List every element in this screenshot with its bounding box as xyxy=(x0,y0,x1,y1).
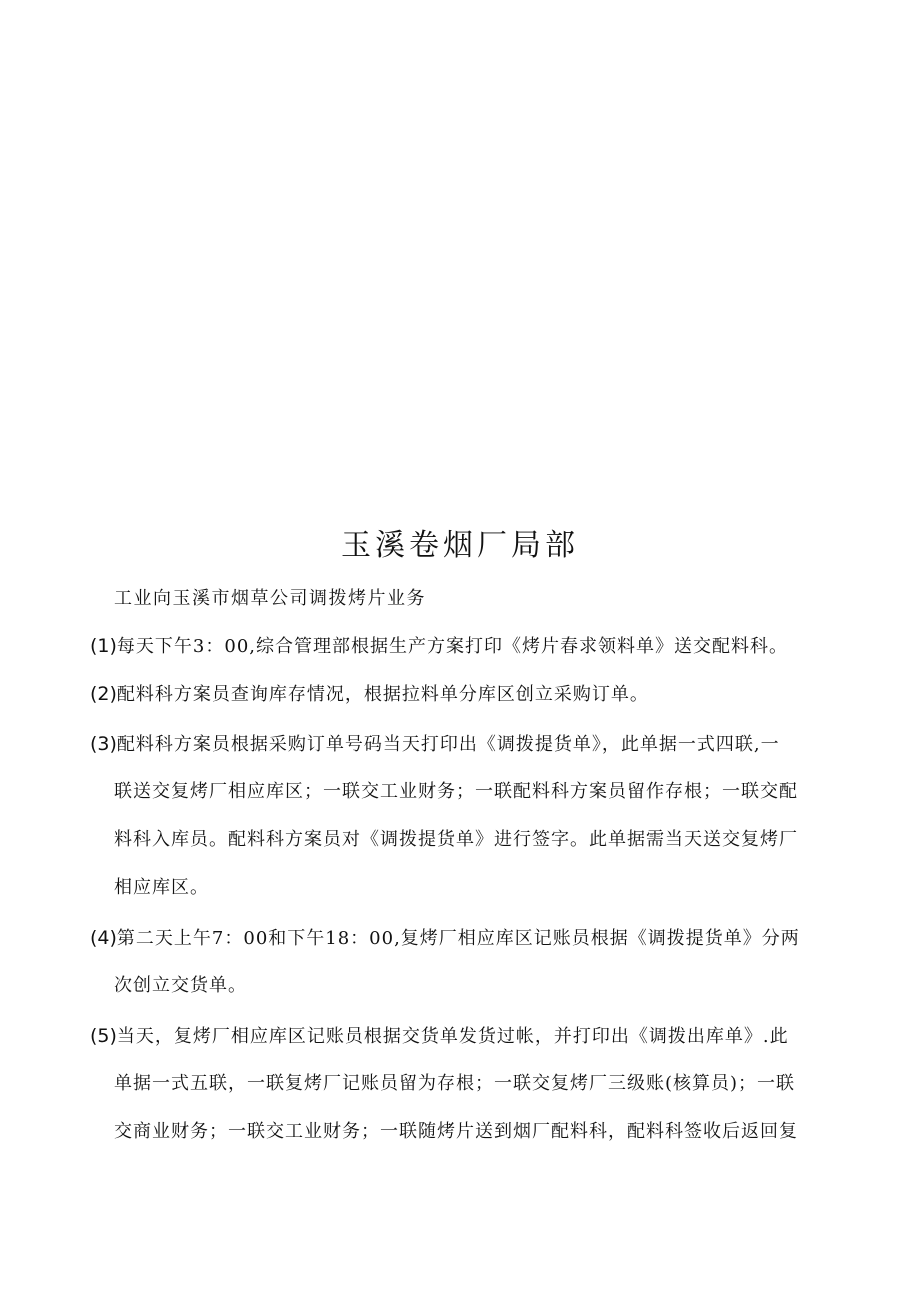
item-text: 第二天上午7：00和下午18：00,复烤厂相应库区记账员根据《调拨提货单》分两 xyxy=(116,928,800,949)
document-title: 玉溪卷烟厂局部 xyxy=(341,528,579,563)
list-item-2 xyxy=(90,682,850,730)
item-text: 配料科方案员根据采购订单号码当天打印出《调拨提货单》，此单据一式四联,一 xyxy=(116,734,780,755)
item-line: 交商业财务；一联交工业财务；一联随烤片送到烟厂配料科，配料科签收后返回复 xyxy=(114,1121,798,1142)
item-text: 每天下午3：00,综合管理部根据生产方案打印《烤片春求领料单》送交配料科。 xyxy=(116,636,788,657)
item-line: 单据一式五联，一联复烤厂记账员留为存根；一联交复烤厂三级账(核算员)；一联 xyxy=(114,1073,796,1094)
item-line xyxy=(90,1024,850,1072)
item-number: (5) xyxy=(90,1025,117,1047)
item-line: 料科入库员。配料科方案员对《调拨提货单》进行签字。此单据需当天送交复烤厂 xyxy=(114,829,798,850)
list-item-5 xyxy=(90,1024,850,1168)
list-item-4 xyxy=(90,926,850,1022)
document-subtitle: 工业向玉溪市烟草公司调拨烤片业务 xyxy=(114,588,426,609)
list-item-3 xyxy=(90,732,850,924)
item-line: 相应库区。 xyxy=(114,877,209,898)
item-number: (4) xyxy=(90,927,117,949)
item-line xyxy=(90,926,850,974)
list-item-1 xyxy=(90,634,850,682)
item-line xyxy=(90,634,850,682)
item-number: (3) xyxy=(90,733,117,755)
item-line: 次创立交货单。 xyxy=(114,975,247,996)
item-number: (1) xyxy=(90,635,117,657)
item-text: 当天，复烤厂相应库区记账员根据交货单发货过帐，并打印出《调拨出库单》.此 xyxy=(116,1026,789,1047)
item-number: (2) xyxy=(90,683,117,705)
item-line xyxy=(90,732,850,780)
item-line: 联送交复烤厂相应库区；一联交工业财务；一联配料科方案员留作存根；一联交配 xyxy=(114,781,798,802)
item-line xyxy=(90,682,850,730)
item-text: 配料科方案员查询库存情况，根据拉料单分库区创立采购订单。 xyxy=(116,684,649,705)
